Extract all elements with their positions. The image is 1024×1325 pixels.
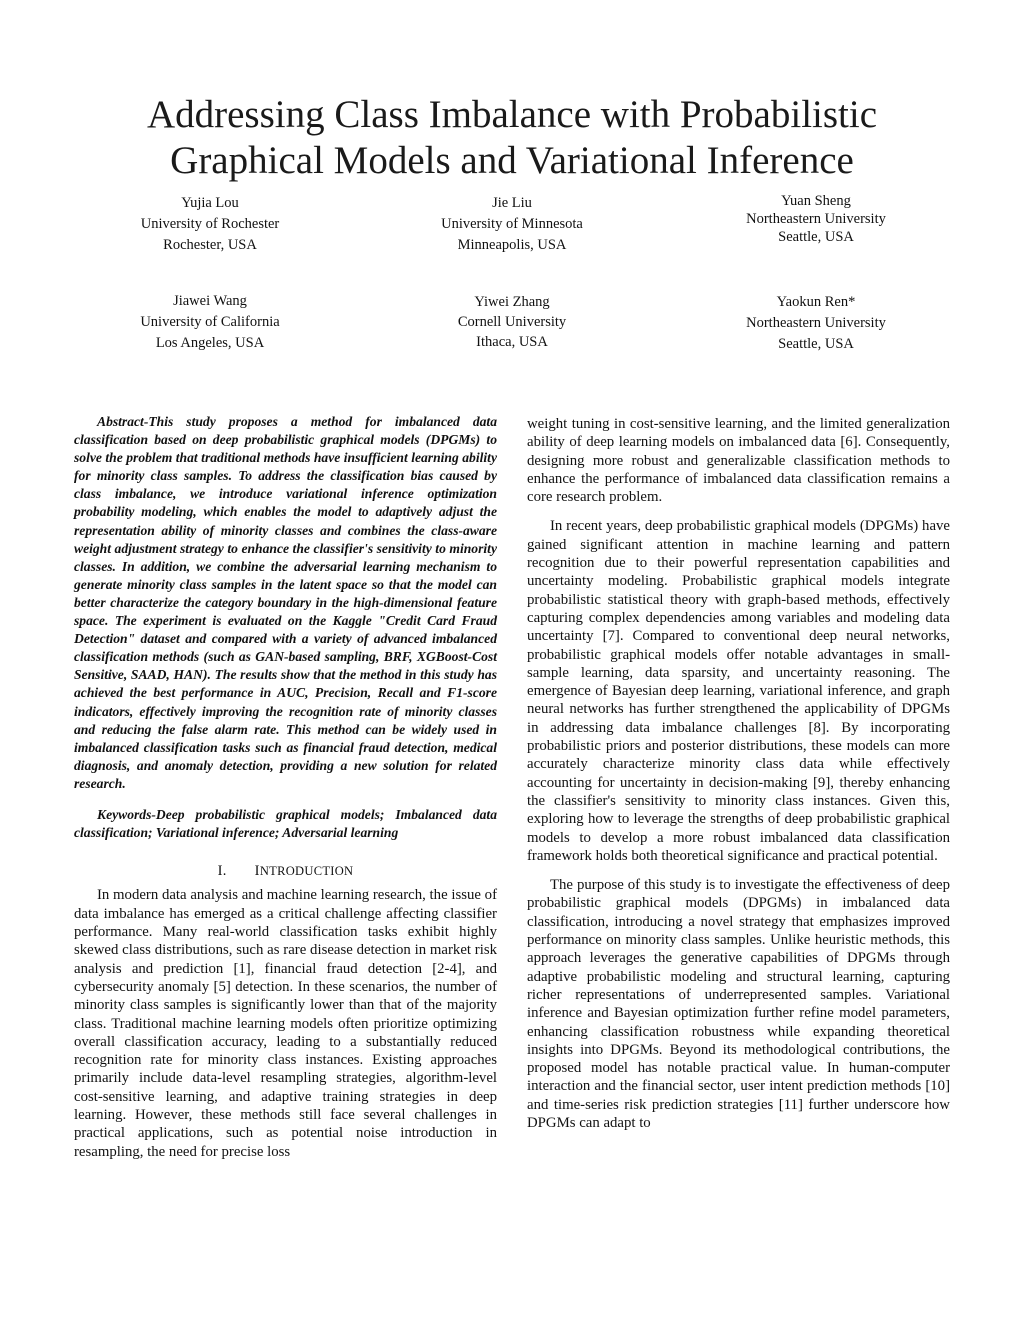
author-affiliation: University of Minnesota: [441, 216, 583, 232]
title-line-1: Addressing Class Imbalance with Probabilistic: [146, 93, 878, 136]
intro-paragraph-1: In modern data analysis and machine learning research, the issue of data imbalance has emerged as a critical challenge affecting classifier performance. Many real-world classification tasks exhibit highly skewed class distributions, such as rare disease detection in market risk analysis and prediction [1], financial fraud detection [2-4], and cybersecurity anomaly [5] detection. In these scenarios, the number of minority class samples is significantly lower than that of the majority class. Traditional machine learning models often prioritize optimizing overall classification accuracy, leading to a substantially reduced recognition rate for minority class instances. Existing approaches primarily include data-level resampling strategies, algorithm-level cost-sensitive learning, and adaptive training strategies in deep learning. However, these methods still face several challenges in practical applications, such as potential noise introduction in resampling, the need for precise loss: [74, 887, 497, 1160]
author-block-5: [382, 292, 642, 352]
author-name: Yujia Lou: [181, 195, 239, 211]
author-block-6: [686, 292, 946, 355]
author-name: Jiawei Wang: [173, 293, 247, 309]
author-affiliation: University of Rochester: [140, 216, 280, 232]
author-location: Los Angeles, USA: [155, 335, 265, 351]
author-block-4: [80, 291, 340, 354]
author-affiliation: Northeastern University: [746, 211, 886, 227]
author-location: Seattle, USA: [778, 229, 854, 245]
author-affiliation: Cornell University: [457, 314, 567, 330]
author-location: Seattle, USA: [778, 336, 854, 352]
right-column: [527, 415, 950, 1132]
section-title-rest: NTRODUCTION: [259, 864, 354, 879]
author-block-2: [382, 193, 642, 256]
author-name: Yiwei Zhang: [474, 294, 550, 310]
keywords: Keywords-Deep probabilistic graphical models; Imbalanced data classification; Variational inference; Adversarial learning: [74, 806, 497, 841]
section-number: I.: [217, 863, 227, 880]
author-location: Rochester, USA: [163, 237, 257, 253]
author-location: Ithaca, USA: [476, 334, 548, 350]
section-first-letter: I: [254, 863, 260, 880]
title-line-2: Graphical Models and Variational Inference: [170, 139, 854, 182]
paper-title: [60, 92, 964, 184]
abstract: Abstract-This study proposes a method for imbalanced data classification based on deep probabilistic graphical models (DPGMs) to solve the problem that traditional methods have insufficient learning ability for minority class samples. To address the classification bias caused by class imbalance, we introduce variational inference optimization probability modeling, which enables the model to adaptively adjust the representation ability of minority classes and combines the class-aware weight adjustment strategy to enhance the classifier's sensitivity to minority classes. In addition, we combine the adversarial learning mechanism to generate minority class samples in the latent space so that the model can better characterize the category boundary in the high-dimensional feature space. The experiment is evaluated on the Kaggle "Credit Card Fraud Detection" dataset and compared with a variety of advanced imbalanced classification methods (such as GAN-based sampling, BRF, XGBoost-Cost Sensitive, SAAD, HAN). The results show that the method in this study has achieved the best performance in AUC, Precision, Recall and F1-score indicators, effectively improving the recognition rate of minority classes and reducing the false alarm rate. This method can be widely used in imbalanced classification tasks such as financial fraud detection, medical diagnosis, and anomaly detection, providing a new solution for related research.: [74, 414, 497, 791]
right-paragraph-3: The purpose of this study is to investigate the effectiveness of deep probabilistic graphical models (DPGMs) in imbalanced data classification, introducing a novel strategy that emphasizes improved performance on minority class samples. Unlike heuristic methods, this approach leverages the generative capabilities of DPGMs through adaptive probabilistic modeling and structural learning, capturing richer representations of underrepresented samples. Variational inference and Bayesian optimization further refine model parameters, enhancing classification robustness while expanding theoretical insights into DPGMs. Beyond its methodological contributions, the proposed model has notable practical value. In human-computer interaction and the financial sector, user intent prediction methods [10] and time-series risk prediction strategies [11] further underscore how DPGMs can adapt to: [527, 877, 950, 1131]
author-block-1: [80, 193, 340, 256]
right-paragraph-1: weight tuning in cost-sensitive learning, and the limited generalization ability of deep learning models on imbalanced data [6]. Consequently, designing more robust and generalizable classification methods to enhance the performance of imbalanced data classification remains a core research problem.: [527, 416, 950, 506]
author-name: Yuan Sheng: [781, 193, 851, 209]
author-location: Minneapolis, USA: [457, 237, 567, 253]
author-block-3: [686, 192, 946, 246]
left-column: [74, 413, 497, 1161]
author-name: Yaokun Ren*: [776, 294, 856, 310]
author-affiliation: University of California: [140, 314, 280, 330]
author-name: Jie Liu: [492, 195, 532, 211]
section-heading-introduction: [74, 862, 497, 880]
right-paragraph-2: In recent years, deep probabilistic graphical models (DPGMs) have gained significant attention in machine learning and pattern recognition due to their powerful representation capabilities and uncertainty modeling. Probabilistic graphical models integrate probabilistic statistical theory with graph-based methods, effectively capturing complex dependencies among variables and modeling data uncertainty [7]. Compared to conventional deep neural networks, probabilistic graphical models offer notable advantages in small-sample learning, data sparsity, and uncertainty reasoning. The emergence of Bayesian deep learning, variational inference, and graph neural networks has further strengthened the applicability of DPGMs in addressing data imbalance challenges [8]. By incorporating probabilistic priors and posterior distributions, these models can more accurately characterize minority class data while effectively accounting for uncertainty in decision-making [9], thereby enhancing the classifier's sensitivity to minority class instances. Given this, exploring how to leverage the strengths of deep probabilistic graphical models to develop a more robust imbalanced data classification framework holds both theoretical significance and practical potential.: [527, 518, 950, 864]
author-affiliation: Northeastern University: [746, 315, 886, 331]
